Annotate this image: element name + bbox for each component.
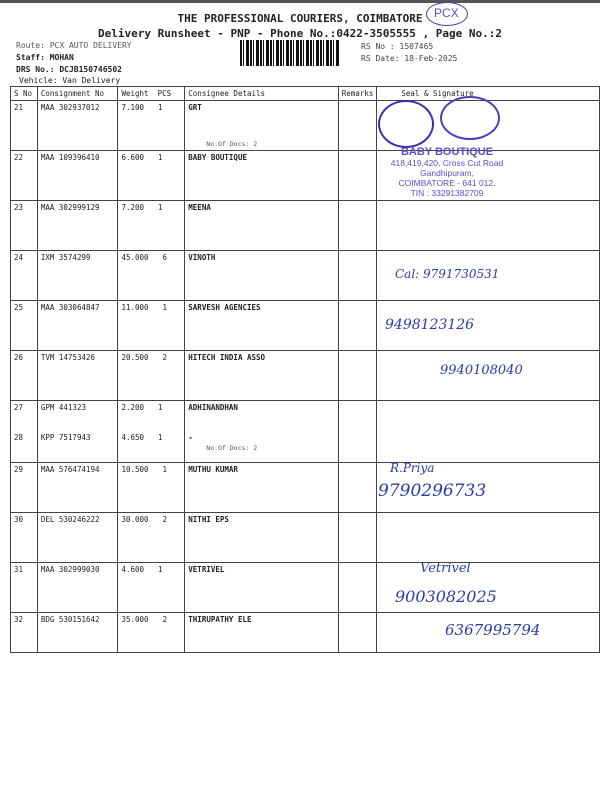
consignee-details-text: SARVESH AGENCIES [188,303,261,312]
consignment-number-text: MAA 303064847 [40,303,100,312]
pcs: 1 [158,403,163,412]
pcs: 1 [158,432,163,442]
handwritten-name: Vetrivel [420,561,471,576]
pcs: 2 [162,353,168,362]
pcs: 2 [162,515,168,524]
col-consignment: Consignment No [37,87,118,101]
row-sno-text: 27 [14,403,24,412]
pcs: 1 [158,203,163,212]
pcs: 2 [162,615,168,624]
remarks-cell [338,513,377,563]
consignee-details-text: ADHINANDHAN [188,403,238,412]
scan-edge [0,0,600,3]
handwritten-phone: Cal: 9791730531 [395,267,500,281]
vehicle: Vehicle: Van Delivery [19,76,121,85]
pcs: 1 [162,303,168,312]
consignee-details-text: VINOTH [188,253,216,262]
consignment-number-text: BDG 530151642 [40,615,100,624]
row-sno [11,101,38,151]
table-row [11,251,600,301]
consignee-details-text: MUTHU KUMAR [188,465,238,474]
consignee-details [185,351,338,401]
handwritten-phone: 9790296733 [378,481,487,501]
table-row [11,563,600,613]
col-weight-pcs: Weight PCS [118,87,185,101]
row-sno-text: 24 [14,253,24,262]
row-sno-text: 26 [14,353,24,362]
consignee-details [185,613,338,653]
table-row [11,101,600,151]
weight-pcs [118,101,185,151]
remarks-cell [338,613,377,653]
col-sno: S No [11,87,38,101]
col-remarks: Remarks [338,87,377,101]
stamp-city: COIMBATORE - 641 012. [398,178,496,188]
table-header [11,87,600,101]
consignment-number-text: MAA 302999030 [40,565,100,574]
row-sno [11,513,38,563]
table-row [11,463,600,513]
weight: 30.000 [121,515,149,524]
pcs: 1 [162,465,168,474]
weight: 35.000 [121,615,149,624]
table-row [11,201,600,251]
signature-cell [377,401,600,431]
consignment-number-text: GPM 441323 [40,403,86,412]
consignment-number-text: KPP 7517943 [40,432,91,442]
weight: 4.650 [121,432,145,442]
consignee-details-text: HITECH INDIA ASSO [188,353,266,362]
consignment-number [37,201,118,251]
consignment-number [37,101,118,151]
row-sno [11,251,38,301]
consignee-details [185,251,338,301]
pcs: 1 [158,153,163,162]
consignee-details [185,301,338,351]
remarks-cell [338,351,377,401]
number-of-docs: No.Of Docs: 2 [206,443,258,452]
drs-number: DRS No.: DCJB150746502 [16,65,122,74]
signature-cell [377,513,600,563]
consignment-number [37,301,118,351]
row-sno-text: 30 [14,515,24,524]
consignment-number [37,513,118,563]
consignment-number [37,563,118,613]
row-sno-text: 32 [14,615,24,624]
shop-stamp [372,146,522,198]
col-signature: Seal & Signature [377,87,600,101]
stamp-tin: TIN : 33291382709 [410,188,484,198]
weight-pcs [118,431,185,463]
col-consignee: Consignee Details [185,87,338,101]
consignment-number-text: DEL 530246222 [40,515,100,524]
handwritten-phone: 9498123126 [385,317,475,333]
weight-pcs [118,251,185,301]
weight-pcs [118,151,185,201]
stamp-area: Gandhipuram, [420,168,474,178]
table-row [11,513,600,563]
pcs: 1 [158,565,163,574]
weight: 10.500 [121,465,149,474]
consignee-details [185,463,338,513]
handwritten-phone: 6367995794 [445,621,541,639]
remarks-cell [338,431,377,463]
consignee-details [185,201,338,251]
consignment-number-text: MAA 302937012 [40,103,100,112]
consignee-details [185,151,338,201]
remarks-cell [338,101,377,151]
table-row [11,301,600,351]
rs-date: RS Date: 18-Feb-2025 [361,54,458,63]
weight-pcs [118,563,185,613]
weight: 2.200 [121,403,145,412]
weight: 45.000 [121,253,149,262]
weight: 11.000 [121,303,149,312]
number-of-docs: No.Of Docs: 2 [206,140,258,148]
remarks-cell [338,201,377,251]
signature-cell [377,201,600,251]
pcx-stamp-text: PCX [434,6,459,20]
pcs: 1 [158,103,163,112]
weight-pcs [118,613,185,653]
seal-stamp-circle [440,96,500,140]
consignee-details-text: MEENA [188,203,211,212]
table-row [11,431,600,463]
weight-pcs [118,351,185,401]
consignment-number [37,431,118,463]
consignment-number [37,351,118,401]
barcode [240,40,340,66]
consignee-details-text: BABY BOUTIQUE [188,153,247,162]
row-sno [11,613,38,653]
signature-cell [377,431,600,463]
consignment-number [37,151,118,201]
stamp-address: 418,419,420, Cross Cut Road [390,158,504,168]
row-sno [11,351,38,401]
staff: Staff: MOHAN [16,53,74,62]
route: Route: PCX AUTO DELIVERY [16,41,132,50]
consignment-number-text: TVM 14753426 [40,353,96,362]
consignment-number-text: IXM 3574299 [40,253,91,262]
weight-pcs [118,401,185,431]
consignee-details-text: - [188,432,193,442]
row-sno [11,301,38,351]
remarks-cell [338,563,377,613]
handwritten-phone: 9940108040 [440,363,523,378]
rs-number: RS No : 1507465 [361,42,434,51]
row-sno-text: 25 [14,303,24,312]
handwritten-name: R.Priya [390,461,435,475]
weight-pcs [118,301,185,351]
table-row [11,401,600,431]
weight: 7.100 [121,103,145,112]
consignee-details [185,563,338,613]
row-sno-text: 29 [14,465,24,474]
consignee-details-text: NITHI EPS [188,515,229,524]
weight-pcs [118,463,185,513]
row-sno-text: 22 [14,153,24,162]
weight-pcs [118,513,185,563]
seal-stamp-circle [378,100,434,148]
row-sno [11,463,38,513]
consignee-details [185,513,338,563]
row-sno-text: 23 [14,203,24,212]
consignment-number [37,401,118,431]
row-sno-text: 31 [14,565,24,574]
consignee-details-text: VETRIVEL [188,565,225,574]
row-sno [11,401,38,431]
weight: 20.500 [121,353,149,362]
consignee-details [185,101,338,151]
handwritten-phone: 9003082025 [395,587,497,606]
consignment-number-text: MAA 302999129 [40,203,100,212]
consignment-number-text: MAA 576474194 [40,465,100,474]
consignment-number [37,251,118,301]
row-sno-text: 28 [14,432,24,442]
weight-pcs [118,201,185,251]
row-sno [11,201,38,251]
consignee-details [185,431,338,463]
document-subtitle: Delivery Runsheet - PNP - Phone No.:0422-3505555 , Page No.:2 [98,27,502,40]
document-title: THE PROFESSIONAL COURIERS, COIMBATORE [177,12,423,25]
consignee-details-text: THIRUPATHY ELE [188,615,252,624]
remarks-cell [338,463,377,513]
consignment-number [37,463,118,513]
consignee-details-text: GRT [188,103,202,112]
weight: 4.600 [121,565,145,574]
stamp-name: BABY BOUTIQUE [400,146,494,158]
row-sno [11,563,38,613]
consignment-number-text: MAA 109396410 [40,153,100,162]
consignee-details [185,401,338,431]
row-sno-text: 21 [14,103,24,112]
remarks-cell [338,301,377,351]
weight: 6.600 [121,153,145,162]
pcs: 6 [162,253,168,262]
remarks-cell [338,401,377,431]
consignment-number [37,613,118,653]
weight: 7.200 [121,203,145,212]
row-sno [11,151,38,201]
row-sno [11,431,38,463]
remarks-cell [338,251,377,301]
